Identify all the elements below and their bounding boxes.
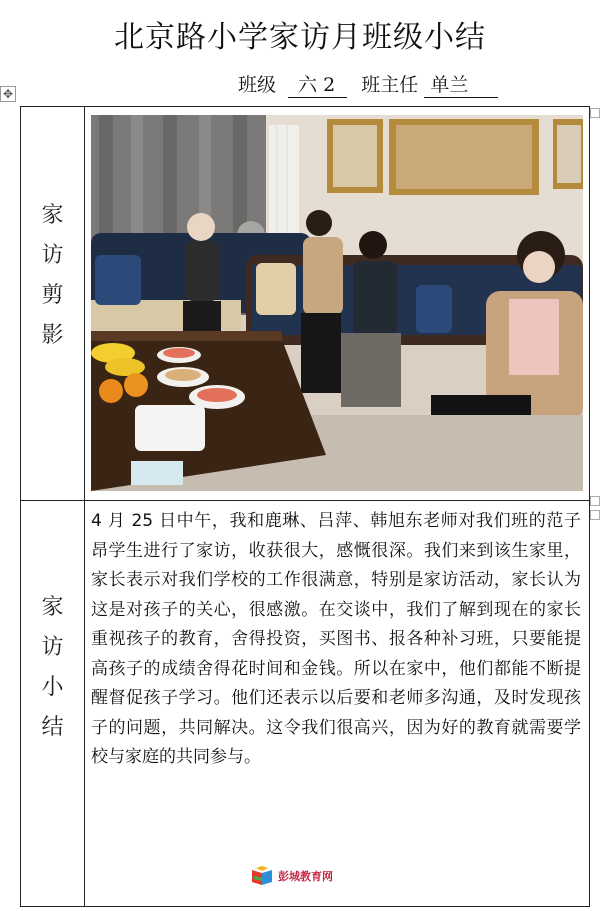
label-char: 访 [41,243,64,268]
photo-section-label [22,196,83,356]
photo-label-cell [21,107,85,501]
summary-section-label [22,588,83,748]
summary-label-cell [21,501,85,907]
watermark-text: 彭城教育网 [278,870,333,883]
table-move-handle-icon[interactable]: ✥ [0,86,16,102]
teacher-label: 班主任 [361,74,419,96]
summary-text[interactable]: 4 月 25 日中午，我和鹿琳、吕萍、韩旭东老师对我们班的范子昂学生进行了家访，收获很大，感慨很深。我们来到该生家里，家长表示对我们学校的工作很满意，特别是家访活动，家长认为这是对孩子的关心，很感激。在交谈中，我们了解到现在的家长重视孩子的教育，舍得投资，买图书、报各种补习班，只要能提高孩子的成绩舍得花时间和金钱。所以在家中，他们都能不断提醒督促孩子学习。他们还表示以后要和老师多沟通，及时发现孩子的问题，共同解决。这令我们很高兴，因为好的教育就需要学校与家庭的共同参与。 [91,511,581,767]
book-logo-icon [250,866,274,886]
home-visit-photo [91,115,583,491]
page-title: 北京路小学家访月班级小结 [114,20,486,55]
label-char: 剪 [41,283,64,308]
label-char: 小 [41,675,64,700]
class-info [238,70,498,98]
row-resize-mark-icon [590,510,600,520]
photo-cell [85,107,590,501]
label-char: 结 [41,715,64,740]
label-char: 访 [41,635,64,660]
label-char: 家 [41,203,64,228]
class-label: 班级 [238,74,277,96]
label-char: 影 [41,323,64,348]
watermark-logo [250,866,333,886]
label-char: 家 [41,595,64,620]
summary-cell[interactable] [85,501,590,907]
row-resize-mark-icon [590,496,600,506]
class-value: 六 2 [288,70,347,98]
table-corner-mark-icon [590,108,600,118]
teacher-value: 单兰 [424,70,498,98]
summary-table [20,106,590,907]
